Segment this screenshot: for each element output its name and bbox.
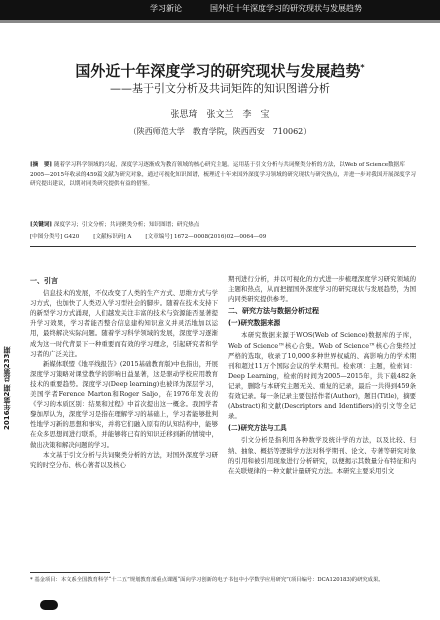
paragraph: 本研究数据来源于WOS(Web of Science)数据库的子库，Web of Science™核心合集。Web of Science™核心合集经过严格的选取，收录了10,000多种世界权威的、高影响力的学术期刊和超过11万个国际会议的学术期刊。检索项：主题，检索词：Deep Learning，检索的时间为2005—2015年，共下载482条记录，删除与本研究主题无关、重复的记录，最后一共得到459条有效记录。每一条记录主要包括作者(Author)，题目(Title)，摘要(Abstract)和文献(Descriptors and Identifiers)的引文等全记录。 (228, 331, 416, 421)
subheading-methods: (二)研究方法与工具 (228, 424, 287, 433)
doc-code: [文献标识码] A (93, 234, 132, 240)
footnote: * 基金项目：本文系全国教育科学“十二五”规划教育部重点课题“面向学习创新的电子书包中小学数学应用研究”(项目编号：DCA120183)的研究成果。 (30, 577, 384, 583)
title-footnote-mark: * (360, 63, 365, 72)
affiliation: （陕西师范大学 教育学院，陕西西安 710062） (128, 127, 312, 136)
abstract-divider (30, 246, 416, 247)
page-number-marker (40, 600, 58, 610)
section-heading-method: 二、研究方法与数据分析过程 (228, 307, 319, 316)
paragraph: 本文基于引文分析与共词聚类分析的方法，对国外深度学习研究的时空分布、核心著者以及核心 (30, 450, 218, 469)
paragraph: 新媒体联盟《地平线报告》(2015基础教育版)中也指出，开展深度学习策略对课堂教学的影响日益显著，这是驱动学校应用教育技术的重要趋势。深度学习(Deep learning)也被译为深层学习，美国学者Ference Marton和Roger Saljo，在1976年发表的《学习的本质区别：结果和过程》中首次提出这一概念。我国学者黎加厚认为，深度学习是指在理解学习的基础上，学习者能够批判性地学习新的思想和事实，并将它们融入原有的认知结构中，能够在众多思想间进行联系，并能够将已有的知识迁移到新的情境中，做出决策和解决问题的学习。 (30, 359, 218, 449)
subheading-data-source: (一)研究数据来源 (228, 319, 281, 328)
clc-number: [中图分类号] G420 (30, 234, 80, 240)
keywords (30, 220, 416, 228)
issue-side-label: 2016年第2期 总第233期 (3, 346, 11, 430)
right-column (228, 274, 416, 476)
footnote-divider (30, 572, 110, 573)
article-subtitle: ——基于引文分析及共词矩阵的知识图谱分析 (110, 82, 330, 95)
paragraph: 期刊进行分析，并以可视化的方式进一步梳理深度学习研究领域的主题和热点，从而把握国外深度学习的研究现状与发展趋势，为国内同类研究提供参考。 (228, 275, 416, 304)
abstract (30, 161, 416, 190)
article-title (0, 60, 440, 81)
left-column (30, 274, 218, 470)
classification-line (30, 232, 416, 240)
keywords-text: 深度学习；引文分析；共词聚类分析；知识图谱；研究热点 (53, 222, 200, 228)
running-header (0, 0, 440, 20)
paragraph: 引文分析是指利用各种数学及统计学的方法，以及比较、归纳、抽象、概括等逻辑学方法对科学期刊、论文、专著等研究对象的引用和被引用现象进行分析研究，以便揭示其数量分布特征和内在关联规律的一种文献计量研究方法。本研究主要采用引文 (228, 436, 416, 475)
section-heading-intro: 一、引言 (30, 277, 58, 285)
abstract-text: 随着学习科学领域的兴起，深度学习逐渐成为教育领域的核心研究主题。运用基于引文分析与共词聚类分析的方法，以Web of Science数据库2005—2015年收录的459篇文献为研究对象，通过可视化知识图谱，梳理近十年来国外深度学习领域的研究现状与研究热点，并进一步对我国开展深度学习研究提出建议，以期对同类研究提供有益的借鉴。 (30, 162, 416, 187)
running-title: 国外近十年深度学习的研究现状与发展趋势 (210, 4, 362, 13)
article-title-text: 国外近十年深度学习的研究现状与发展趋势 (75, 62, 361, 80)
abstract-label: [摘 要] (30, 162, 53, 168)
paragraph: 信息技术的发展，不仅改变了人类的生产方式、思维方式与学习方式，也加快了人类迈入学习型社会的脚步。随着在技术支持下的新型学习方式涌现，人们越发关注丰富的技术与资源能否显著提升学习效果，学习者能否整合信息建构知识意义并灵活地加以运用，最终解决实际问题。随着学习科学领域的发展，深度学习逐渐成为这一时代背景下一种重要而有效的学习理念，引起研究者和学习者的广泛关注。 (30, 289, 218, 358)
article-number: [文章编号] 1672—0008(2016)02—0064—09 (145, 234, 267, 240)
authors: 张思琦 张文兰 李 宝 (170, 110, 270, 120)
keywords-label: [关键词] (30, 222, 53, 228)
section-name: 学习新论 (150, 4, 182, 13)
header-divider (0, 20, 440, 23)
